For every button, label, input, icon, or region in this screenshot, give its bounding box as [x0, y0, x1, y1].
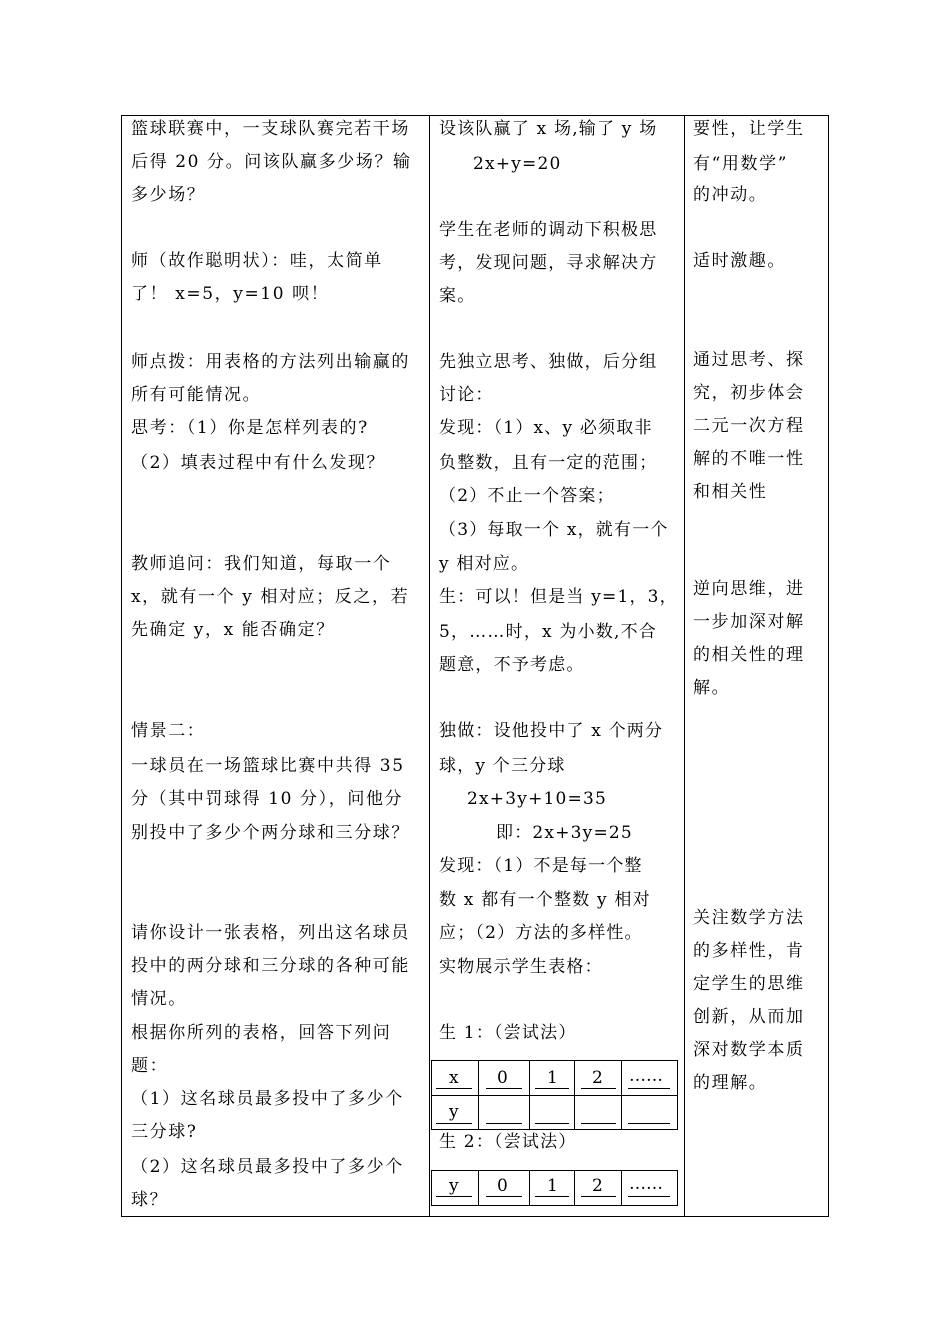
text-line: 别投中了多少个两分球和三分球？ — [131, 823, 410, 843]
text-line: 篮球联赛中，一支球队赛完若干场 — [131, 119, 410, 139]
text-line: 生：可以！但是当 y=1，3， — [439, 587, 678, 607]
text-line: 数 x 都有一个整数 y 相对 — [439, 890, 651, 910]
text-line: 三分球? — [131, 1122, 198, 1142]
text-line: 发现：（1）不是每一个整 — [439, 856, 643, 876]
column-divider-2 — [684, 116, 685, 1216]
text-line: 讨论： — [439, 385, 494, 405]
text-line: 情况。 — [131, 989, 187, 1009]
text-line: 根据你所列的表格，回答下列问 — [131, 1023, 392, 1043]
teacher-activity-column — [131, 116, 427, 1216]
lesson-table — [121, 115, 829, 1217]
text-line: 题意，不予考虑。 — [439, 655, 585, 675]
text-line: 逆向思维，进 — [693, 579, 805, 599]
text-line: 究，初步体会 — [693, 383, 805, 403]
table-cell: …… — [629, 1174, 663, 1194]
student-1-table — [431, 1060, 678, 1130]
text-line: 案。 — [439, 286, 476, 306]
text-line: 请你设计一张表格，列出这名球员 — [131, 923, 410, 943]
student-2-table — [431, 1170, 678, 1206]
text-line: 题： — [131, 1056, 169, 1076]
text-line: 球？ — [131, 1190, 169, 1210]
equation-line: 2x+3y+10=35 — [467, 789, 608, 809]
text-line: 学生在老师的调动下积极思 — [439, 220, 658, 240]
text-line: 独做：设他投中了 x 个两分 — [439, 721, 664, 741]
table-cell: 0 — [497, 1176, 508, 1196]
text-line: 要性，让学生 — [693, 119, 805, 139]
text-line: 先确定 y，x 能否确定？ — [131, 620, 335, 640]
table-cell: …… — [629, 1066, 663, 1086]
text-line: y 相对应。 — [439, 554, 530, 574]
text-line: 生 1：（尝试法） — [439, 1023, 577, 1043]
text-line: （2）这名球员最多投中了多少个 — [131, 1157, 404, 1177]
text-line: 适时激趣。 — [693, 251, 786, 271]
text-line: 负整数，且有一定的范围； — [439, 453, 658, 473]
text-line: 创新，从而加 — [693, 1007, 805, 1027]
text-line: 的相关性的理 — [693, 645, 805, 665]
text-line: 有“用数学” — [693, 154, 788, 174]
text-line: 所有可能情况。 — [131, 385, 262, 405]
text-line: （2）不止一个答案； — [439, 486, 615, 506]
text-line: 情景二： — [131, 721, 206, 741]
table-cell: x — [449, 1068, 459, 1088]
design-intent-column — [693, 116, 823, 1216]
text-line: 解的不唯一性 — [693, 449, 805, 469]
table-cell: 0 — [497, 1068, 508, 1088]
text-line: 生 2：（尝试法） — [439, 1132, 577, 1152]
text-line: 通过思考、探 — [693, 350, 805, 370]
student-activity-column — [439, 116, 684, 1216]
text-line: 的冲动。 — [693, 185, 768, 205]
text-line: 5，……时，x 为小数,不合 — [439, 622, 658, 642]
text-line: 思考：（1）你是怎样列表的? — [131, 418, 369, 438]
text-line: 解。 — [693, 678, 731, 698]
text-line: 设该队赢了 x 场,输了 y 场 — [439, 119, 658, 139]
text-line: （1）这名球员最多投中了多少个 — [131, 1089, 404, 1109]
text-line: 先独立思考、独做，后分组 — [439, 352, 658, 372]
text-line: 应；（2）方法的多样性。 — [439, 923, 643, 943]
text-line: （2）填表过程中有什么发现？ — [131, 453, 386, 473]
text-line: 一球员在一场篮球比赛中共得 35 — [131, 756, 405, 776]
table-cell: 2 — [592, 1176, 603, 1196]
text-line: （3）每取一个 x，就有一个 — [439, 520, 669, 540]
text-line: 深对数学本质 — [693, 1040, 805, 1060]
text-line: 考，发现问题，寻求解决方 — [439, 253, 658, 273]
text-line: 实物展示学生表格： — [439, 957, 603, 977]
text-line: 分（其中罚球得 10 分），问他分 — [131, 789, 404, 809]
table-cell: 2 — [592, 1068, 603, 1088]
text-line: 发现：（1）x、y 必须取非 — [439, 418, 653, 438]
text-line: 的理解。 — [693, 1073, 768, 1093]
text-line: 定学生的思维 — [693, 974, 805, 994]
table-cell: 1 — [547, 1176, 558, 1196]
text-line: 关注数学方法 — [693, 908, 805, 928]
text-line: 师点拨：用表格的方法列出输赢的 — [131, 352, 410, 372]
table-cell: y — [449, 1102, 459, 1122]
equation-line: 即：2x+3y=25 — [496, 823, 633, 843]
text-line: 球，y 个三分球 — [439, 756, 566, 776]
text-line: 二元一次方程 — [693, 416, 805, 436]
text-line: 一步加深对解 — [693, 612, 805, 632]
table-cell: y — [449, 1176, 459, 1196]
text-line: x，就有一个 y 相对应；反之，若 — [131, 587, 410, 607]
equation-line: 2x+y=20 — [473, 154, 562, 174]
text-line: 的多样性，肯 — [693, 941, 805, 961]
text-line: 后得 20 分。问该队赢多少场？输 — [131, 152, 412, 172]
text-line: 投中的两分球和三分球的各种可能 — [131, 956, 410, 976]
column-divider-1 — [429, 116, 430, 1216]
text-line: 了！ x=5，y=10 呗！ — [131, 284, 330, 304]
text-line: 师（故作聪明状）：哇，太简单 — [131, 251, 383, 271]
text-line: 和相关性 — [693, 482, 768, 502]
table-cell: 1 — [547, 1068, 558, 1088]
text-line: 多少场？ — [131, 185, 206, 205]
text-line: 教师追问：我们知道，每取一个 — [131, 554, 392, 574]
